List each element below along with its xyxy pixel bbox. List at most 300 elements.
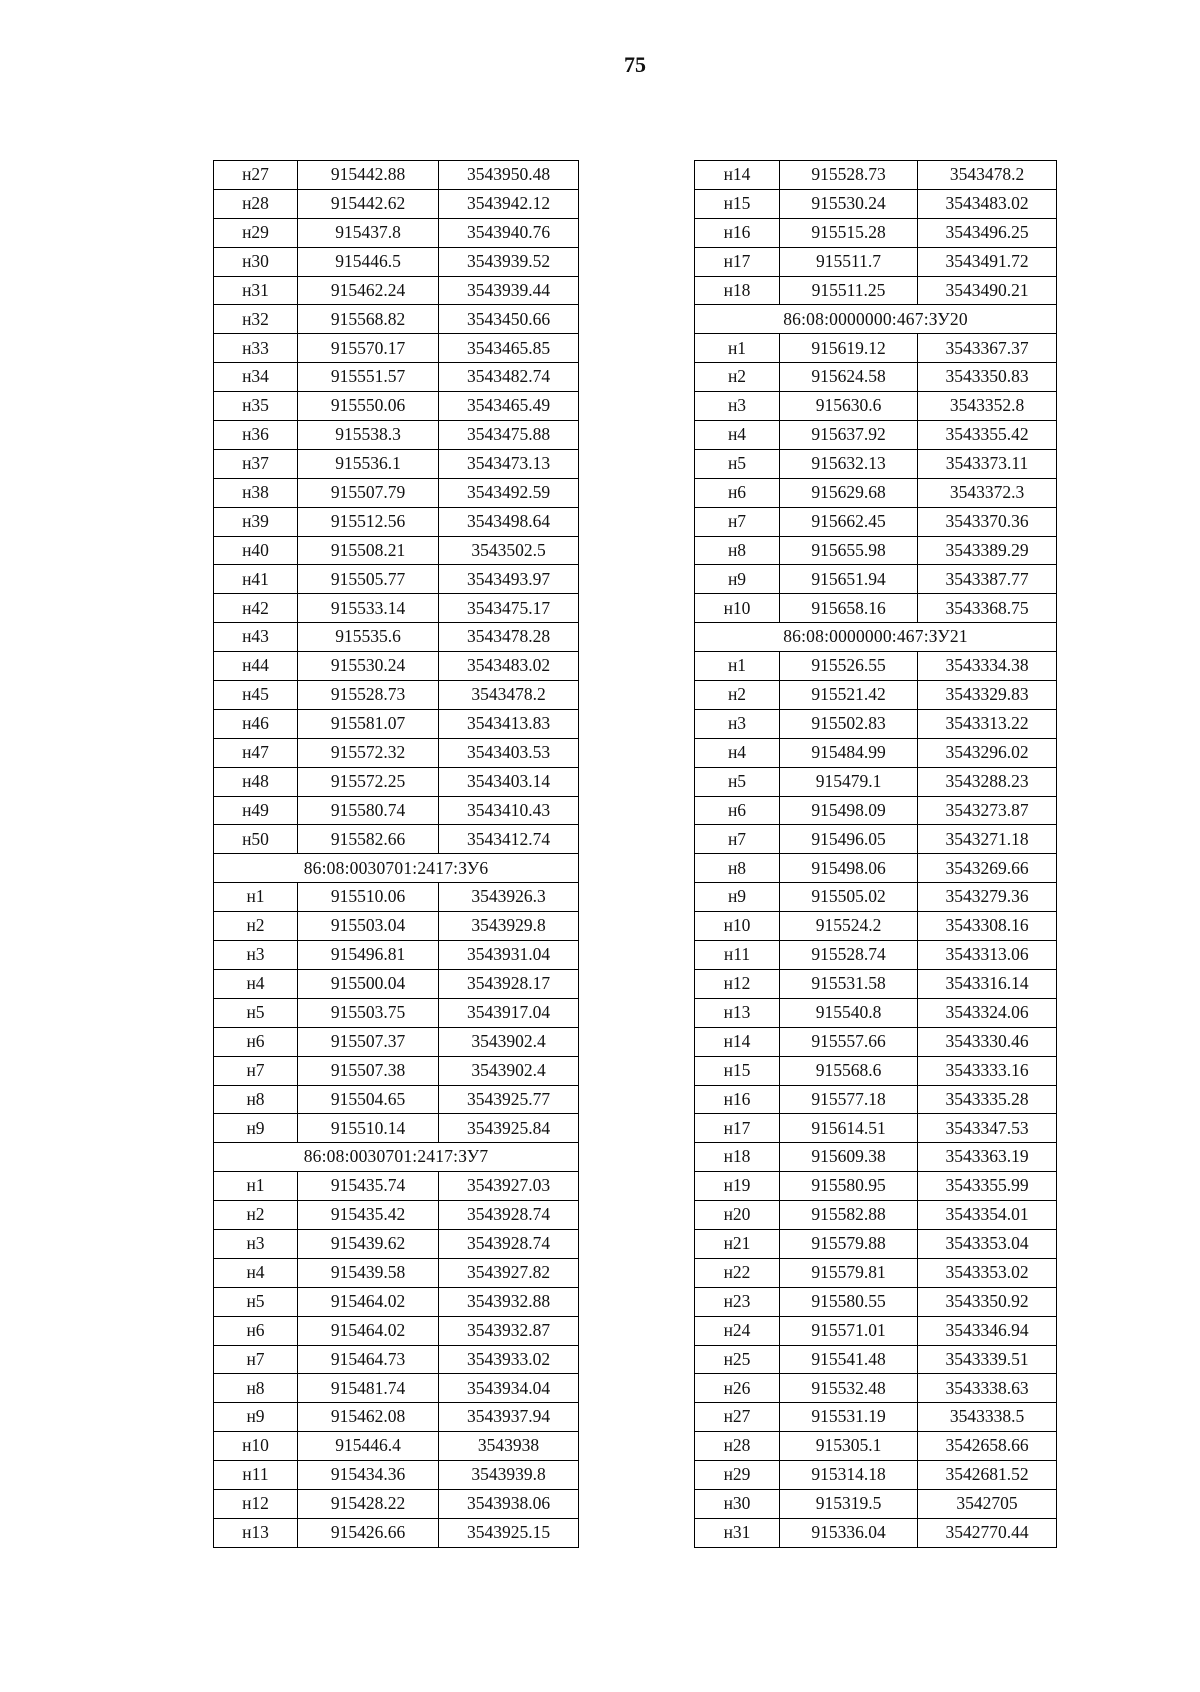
point-label-cell: н5 <box>695 767 780 796</box>
x-coordinate-cell: 915510.06 <box>298 883 439 912</box>
point-label-cell: н28 <box>695 1432 780 1461</box>
point-label-cell: н4 <box>695 738 780 767</box>
table-row <box>695 565 1057 594</box>
point-label-cell: н1 <box>695 334 780 363</box>
table-row <box>695 392 1057 421</box>
point-label-cell: н28 <box>214 189 298 218</box>
point-label-cell: н33 <box>214 334 298 363</box>
x-coordinate-cell: 915439.58 <box>298 1258 439 1287</box>
table-row <box>695 709 1057 738</box>
table-row <box>214 305 579 334</box>
y-coordinate-cell: 3542681.52 <box>918 1461 1057 1490</box>
table-row <box>695 1258 1057 1287</box>
y-coordinate-cell: 3543475.17 <box>439 594 579 623</box>
point-label-cell: н24 <box>695 1316 780 1345</box>
y-coordinate-cell: 3543934.04 <box>439 1374 579 1403</box>
y-coordinate-cell: 3543937.94 <box>439 1403 579 1432</box>
y-coordinate-cell: 3543339.51 <box>918 1345 1057 1374</box>
table-row <box>214 1403 579 1432</box>
table-row <box>214 652 579 681</box>
table-row <box>214 536 579 565</box>
x-coordinate-cell: 915498.09 <box>780 796 918 825</box>
y-coordinate-cell: 3543490.21 <box>918 276 1057 305</box>
table-row <box>695 825 1057 854</box>
point-label-cell: н46 <box>214 709 298 738</box>
table-row <box>695 883 1057 912</box>
table-row <box>695 1143 1057 1172</box>
point-label-cell: н9 <box>214 1403 298 1432</box>
point-label-cell: н4 <box>214 1258 298 1287</box>
point-label-cell: н7 <box>695 507 780 536</box>
table-row <box>695 1229 1057 1258</box>
table-row <box>695 1403 1057 1432</box>
table-row <box>695 1172 1057 1201</box>
table-row <box>214 1114 579 1143</box>
y-coordinate-cell: 3543329.83 <box>918 681 1057 710</box>
point-label-cell: н8 <box>214 1085 298 1114</box>
y-coordinate-cell: 3542658.66 <box>918 1432 1057 1461</box>
point-label-cell: н30 <box>214 247 298 276</box>
point-label-cell: н18 <box>695 276 780 305</box>
table-row <box>214 1432 579 1461</box>
table-row <box>214 334 579 363</box>
point-label-cell: н37 <box>214 449 298 478</box>
y-coordinate-cell: 3543334.38 <box>918 652 1057 681</box>
y-coordinate-cell: 3543450.66 <box>439 305 579 334</box>
point-label-cell: н10 <box>695 594 780 623</box>
point-label-cell: н8 <box>214 1374 298 1403</box>
point-label-cell: н17 <box>695 247 780 276</box>
point-label-cell: н7 <box>214 1056 298 1085</box>
point-label-cell: н27 <box>214 161 298 190</box>
y-coordinate-cell: 3543482.74 <box>439 363 579 392</box>
table-row <box>214 941 579 970</box>
table-row <box>214 883 579 912</box>
x-coordinate-cell: 915505.77 <box>298 565 439 594</box>
point-label-cell: н16 <box>695 1085 780 1114</box>
table-row <box>214 767 579 796</box>
y-coordinate-cell: 3543373.11 <box>918 449 1057 478</box>
point-label-cell: н6 <box>214 1316 298 1345</box>
table-row <box>695 1345 1057 1374</box>
x-coordinate-cell: 915632.13 <box>780 449 918 478</box>
point-label-cell: н6 <box>214 1027 298 1056</box>
x-coordinate-cell: 915531.58 <box>780 969 918 998</box>
x-coordinate-cell: 915568.6 <box>780 1056 918 1085</box>
point-label-cell: н31 <box>214 276 298 305</box>
point-label-cell: н5 <box>214 998 298 1027</box>
x-coordinate-cell: 915526.55 <box>780 652 918 681</box>
x-coordinate-cell: 915336.04 <box>780 1518 918 1547</box>
x-coordinate-cell: 915541.48 <box>780 1345 918 1374</box>
point-label-cell: н5 <box>695 449 780 478</box>
point-label-cell: н42 <box>214 594 298 623</box>
table-row <box>695 1114 1057 1143</box>
table-row <box>214 1489 579 1518</box>
x-coordinate-cell: 915503.75 <box>298 998 439 1027</box>
table-row <box>695 536 1057 565</box>
x-coordinate-cell: 915540.8 <box>780 998 918 1027</box>
y-coordinate-cell: 3542770.44 <box>918 1518 1057 1547</box>
y-coordinate-cell: 3543902.4 <box>439 1027 579 1056</box>
table-row <box>695 969 1057 998</box>
point-label-cell: н18 <box>695 1143 780 1172</box>
y-coordinate-cell: 3543496.25 <box>918 218 1057 247</box>
table-row <box>214 1085 579 1114</box>
table-row <box>214 1201 579 1230</box>
table-row <box>695 1461 1057 1490</box>
table-row <box>695 796 1057 825</box>
x-coordinate-cell: 915532.48 <box>780 1374 918 1403</box>
x-coordinate-cell: 915462.24 <box>298 276 439 305</box>
point-label-cell: н9 <box>695 565 780 594</box>
table-row <box>695 652 1057 681</box>
table-row <box>214 1461 579 1490</box>
y-coordinate-cell: 3543940.76 <box>439 218 579 247</box>
y-coordinate-cell: 3543352.8 <box>918 392 1057 421</box>
y-coordinate-cell: 3543938.06 <box>439 1489 579 1518</box>
point-label-cell: н2 <box>214 912 298 941</box>
table-row <box>695 594 1057 623</box>
table-row <box>695 218 1057 247</box>
section-header-row <box>214 1143 579 1172</box>
x-coordinate-cell: 915435.42 <box>298 1201 439 1230</box>
y-coordinate-cell: 3543939.8 <box>439 1461 579 1490</box>
x-coordinate-cell: 915614.51 <box>780 1114 918 1143</box>
table-row <box>695 507 1057 536</box>
coordinates-table-left-body <box>214 161 579 1548</box>
point-label-cell: н4 <box>214 969 298 998</box>
point-label-cell: н13 <box>695 998 780 1027</box>
table-row <box>695 767 1057 796</box>
x-coordinate-cell: 915442.62 <box>298 189 439 218</box>
y-coordinate-cell: 3543346.94 <box>918 1316 1057 1345</box>
y-coordinate-cell: 3543412.74 <box>439 825 579 854</box>
point-label-cell: н27 <box>695 1403 780 1432</box>
table-row <box>214 478 579 507</box>
table-row <box>695 1489 1057 1518</box>
y-coordinate-cell: 3543363.19 <box>918 1143 1057 1172</box>
y-coordinate-cell: 3543308.16 <box>918 912 1057 941</box>
y-coordinate-cell: 3543296.02 <box>918 738 1057 767</box>
point-label-cell: н23 <box>695 1287 780 1316</box>
x-coordinate-cell: 915446.5 <box>298 247 439 276</box>
coordinates-table-right-body <box>695 161 1057 1548</box>
point-label-cell: н40 <box>214 536 298 565</box>
x-coordinate-cell: 915530.24 <box>298 652 439 681</box>
point-label-cell: н2 <box>695 681 780 710</box>
x-coordinate-cell: 915511.25 <box>780 276 918 305</box>
table-row <box>695 912 1057 941</box>
y-coordinate-cell: 3543372.3 <box>918 478 1057 507</box>
y-coordinate-cell: 3543491.72 <box>918 247 1057 276</box>
y-coordinate-cell: 3543902.4 <box>439 1056 579 1085</box>
y-coordinate-cell: 3543502.5 <box>439 536 579 565</box>
point-label-cell: н22 <box>695 1258 780 1287</box>
x-coordinate-cell: 915624.58 <box>780 363 918 392</box>
x-coordinate-cell: 915655.98 <box>780 536 918 565</box>
point-label-cell: н29 <box>695 1461 780 1490</box>
table-row <box>695 161 1057 190</box>
x-coordinate-cell: 915530.24 <box>780 189 918 218</box>
y-coordinate-cell: 3543313.06 <box>918 941 1057 970</box>
y-coordinate-cell: 3543347.53 <box>918 1114 1057 1143</box>
x-coordinate-cell: 915550.06 <box>298 392 439 421</box>
x-coordinate-cell: 915464.02 <box>298 1316 439 1345</box>
table-row <box>695 1518 1057 1547</box>
table-row <box>214 1258 579 1287</box>
point-label-cell: н2 <box>695 363 780 392</box>
point-label-cell: н29 <box>214 218 298 247</box>
cadastral-number-header: 86:08:0000000:467:ЗУ20 <box>695 305 1057 334</box>
x-coordinate-cell: 915579.88 <box>780 1229 918 1258</box>
x-coordinate-cell: 915535.6 <box>298 623 439 652</box>
table-row <box>695 1374 1057 1403</box>
x-coordinate-cell: 915496.81 <box>298 941 439 970</box>
y-coordinate-cell: 3543478.28 <box>439 623 579 652</box>
point-label-cell: н15 <box>695 1056 780 1085</box>
point-label-cell: н9 <box>695 883 780 912</box>
y-coordinate-cell: 3543939.44 <box>439 276 579 305</box>
table-row <box>695 276 1057 305</box>
y-coordinate-cell: 3543928.17 <box>439 969 579 998</box>
x-coordinate-cell: 915580.74 <box>298 796 439 825</box>
y-coordinate-cell: 3543498.64 <box>439 507 579 536</box>
x-coordinate-cell: 915319.5 <box>780 1489 918 1518</box>
table-row <box>214 912 579 941</box>
point-label-cell: н6 <box>695 796 780 825</box>
y-coordinate-cell: 3543273.87 <box>918 796 1057 825</box>
x-coordinate-cell: 915507.37 <box>298 1027 439 1056</box>
x-coordinate-cell: 915579.81 <box>780 1258 918 1287</box>
x-coordinate-cell: 915437.8 <box>298 218 439 247</box>
table-row <box>695 189 1057 218</box>
table-row <box>695 449 1057 478</box>
x-coordinate-cell: 915580.95 <box>780 1172 918 1201</box>
y-coordinate-cell: 3543403.53 <box>439 738 579 767</box>
y-coordinate-cell: 3543350.92 <box>918 1287 1057 1316</box>
x-coordinate-cell: 915507.79 <box>298 478 439 507</box>
y-coordinate-cell: 3543942.12 <box>439 189 579 218</box>
point-label-cell: н36 <box>214 421 298 450</box>
table-row <box>214 709 579 738</box>
x-coordinate-cell: 915464.73 <box>298 1345 439 1374</box>
x-coordinate-cell: 915572.25 <box>298 767 439 796</box>
x-coordinate-cell: 915581.07 <box>298 709 439 738</box>
y-coordinate-cell: 3543939.52 <box>439 247 579 276</box>
table-row <box>695 941 1057 970</box>
point-label-cell: н31 <box>695 1518 780 1547</box>
y-coordinate-cell: 3543355.42 <box>918 421 1057 450</box>
x-coordinate-cell: 915651.94 <box>780 565 918 594</box>
y-coordinate-cell: 3543279.36 <box>918 883 1057 912</box>
table-row <box>214 825 579 854</box>
point-label-cell: н14 <box>695 161 780 190</box>
x-coordinate-cell: 915484.99 <box>780 738 918 767</box>
coordinates-table-left <box>213 160 579 1548</box>
table-row <box>214 796 579 825</box>
table-row <box>214 738 579 767</box>
point-label-cell: н8 <box>695 854 780 883</box>
table-row <box>214 1027 579 1056</box>
table-row <box>214 276 579 305</box>
table-row <box>695 998 1057 1027</box>
x-coordinate-cell: 915511.7 <box>780 247 918 276</box>
table-row <box>214 594 579 623</box>
x-coordinate-cell: 915426.66 <box>298 1518 439 1547</box>
y-coordinate-cell: 3543368.75 <box>918 594 1057 623</box>
y-coordinate-cell: 3543410.43 <box>439 796 579 825</box>
section-header-row <box>695 305 1057 334</box>
table-row <box>695 1287 1057 1316</box>
table-row <box>214 998 579 1027</box>
table-row <box>695 1316 1057 1345</box>
x-coordinate-cell: 915504.65 <box>298 1085 439 1114</box>
x-coordinate-cell: 915510.14 <box>298 1114 439 1143</box>
cadastral-number-header: 86:08:0000000:467:ЗУ21 <box>695 623 1057 652</box>
point-label-cell: н17 <box>695 1114 780 1143</box>
point-label-cell: н13 <box>214 1518 298 1547</box>
table-row <box>214 421 579 450</box>
y-coordinate-cell: 3543353.02 <box>918 1258 1057 1287</box>
table-row <box>214 1287 579 1316</box>
y-coordinate-cell: 3543389.29 <box>918 536 1057 565</box>
x-coordinate-cell: 915502.83 <box>780 709 918 738</box>
x-coordinate-cell: 915582.66 <box>298 825 439 854</box>
x-coordinate-cell: 915551.57 <box>298 363 439 392</box>
y-coordinate-cell: 3543938 <box>439 1432 579 1461</box>
point-label-cell: н32 <box>214 305 298 334</box>
table-row <box>695 421 1057 450</box>
table-row <box>214 1374 579 1403</box>
x-coordinate-cell: 915528.74 <box>780 941 918 970</box>
x-coordinate-cell: 915505.02 <box>780 883 918 912</box>
point-label-cell: н4 <box>695 421 780 450</box>
x-coordinate-cell: 915481.74 <box>298 1374 439 1403</box>
x-coordinate-cell: 915580.55 <box>780 1287 918 1316</box>
point-label-cell: н14 <box>695 1027 780 1056</box>
x-coordinate-cell: 915479.1 <box>780 767 918 796</box>
x-coordinate-cell: 915536.1 <box>298 449 439 478</box>
x-coordinate-cell: 915538.3 <box>298 421 439 450</box>
point-label-cell: н3 <box>214 941 298 970</box>
point-label-cell: н21 <box>695 1229 780 1258</box>
x-coordinate-cell: 915508.21 <box>298 536 439 565</box>
x-coordinate-cell: 915528.73 <box>780 161 918 190</box>
point-label-cell: н38 <box>214 478 298 507</box>
y-coordinate-cell: 3543387.77 <box>918 565 1057 594</box>
point-label-cell: н49 <box>214 796 298 825</box>
y-coordinate-cell: 3543338.63 <box>918 1374 1057 1403</box>
x-coordinate-cell: 915582.88 <box>780 1201 918 1230</box>
x-coordinate-cell: 915662.45 <box>780 507 918 536</box>
x-coordinate-cell: 915314.18 <box>780 1461 918 1490</box>
table-row <box>214 1172 579 1201</box>
point-label-cell: н26 <box>695 1374 780 1403</box>
section-header-row <box>695 623 1057 652</box>
point-label-cell: н10 <box>695 912 780 941</box>
y-coordinate-cell: 3543370.36 <box>918 507 1057 536</box>
y-coordinate-cell: 3543465.85 <box>439 334 579 363</box>
x-coordinate-cell: 915446.4 <box>298 1432 439 1461</box>
y-coordinate-cell: 3543316.14 <box>918 969 1057 998</box>
y-coordinate-cell: 3543932.87 <box>439 1316 579 1345</box>
coordinates-table-right <box>694 160 1057 1548</box>
x-coordinate-cell: 915609.38 <box>780 1143 918 1172</box>
table-row <box>214 1345 579 1374</box>
table-row <box>695 1201 1057 1230</box>
y-coordinate-cell: 3543403.14 <box>439 767 579 796</box>
table-row <box>695 247 1057 276</box>
section-header-row <box>214 854 579 883</box>
table-row <box>214 969 579 998</box>
point-label-cell: н30 <box>695 1489 780 1518</box>
point-label-cell: н47 <box>214 738 298 767</box>
y-coordinate-cell: 3543330.46 <box>918 1027 1057 1056</box>
table-row <box>214 507 579 536</box>
x-coordinate-cell: 915503.04 <box>298 912 439 941</box>
y-coordinate-cell: 3543917.04 <box>439 998 579 1027</box>
table-row <box>214 1316 579 1345</box>
y-coordinate-cell: 3543475.88 <box>439 421 579 450</box>
table-row <box>695 1056 1057 1085</box>
y-coordinate-cell: 3543350.83 <box>918 363 1057 392</box>
x-coordinate-cell: 915531.19 <box>780 1403 918 1432</box>
x-coordinate-cell: 915637.92 <box>780 421 918 450</box>
table-row <box>695 478 1057 507</box>
x-coordinate-cell: 915464.02 <box>298 1287 439 1316</box>
x-coordinate-cell: 915533.14 <box>298 594 439 623</box>
point-label-cell: н39 <box>214 507 298 536</box>
table-row <box>695 1027 1057 1056</box>
table-row <box>695 1432 1057 1461</box>
point-label-cell: н11 <box>214 1461 298 1490</box>
y-coordinate-cell: 3543925.84 <box>439 1114 579 1143</box>
point-label-cell: н45 <box>214 681 298 710</box>
page-number: 75 <box>624 52 646 77</box>
y-coordinate-cell: 3543927.03 <box>439 1172 579 1201</box>
point-label-cell: н6 <box>695 478 780 507</box>
point-label-cell: н3 <box>695 709 780 738</box>
point-label-cell: н9 <box>214 1114 298 1143</box>
cadastral-number-header: 86:08:0030701:2417:ЗУ7 <box>214 1143 579 1172</box>
y-coordinate-cell: 3543950.48 <box>439 161 579 190</box>
point-label-cell: н50 <box>214 825 298 854</box>
table-row <box>695 334 1057 363</box>
x-coordinate-cell: 915434.36 <box>298 1461 439 1490</box>
x-coordinate-cell: 915619.12 <box>780 334 918 363</box>
x-coordinate-cell: 915528.73 <box>298 681 439 710</box>
x-coordinate-cell: 915428.22 <box>298 1489 439 1518</box>
table-row <box>695 681 1057 710</box>
y-coordinate-cell: 3543933.02 <box>439 1345 579 1374</box>
x-coordinate-cell: 915515.28 <box>780 218 918 247</box>
table-row <box>214 363 579 392</box>
x-coordinate-cell: 915557.66 <box>780 1027 918 1056</box>
y-coordinate-cell: 3543338.5 <box>918 1403 1057 1432</box>
point-label-cell: н41 <box>214 565 298 594</box>
x-coordinate-cell: 915305.1 <box>780 1432 918 1461</box>
point-label-cell: н3 <box>214 1229 298 1258</box>
y-coordinate-cell: 3543473.13 <box>439 449 579 478</box>
y-coordinate-cell: 3543413.83 <box>439 709 579 738</box>
y-coordinate-cell: 3543483.02 <box>918 189 1057 218</box>
point-label-cell: н1 <box>214 1172 298 1201</box>
x-coordinate-cell: 915630.6 <box>780 392 918 421</box>
point-label-cell: н12 <box>214 1489 298 1518</box>
table-row <box>695 1085 1057 1114</box>
y-coordinate-cell: 3543313.22 <box>918 709 1057 738</box>
